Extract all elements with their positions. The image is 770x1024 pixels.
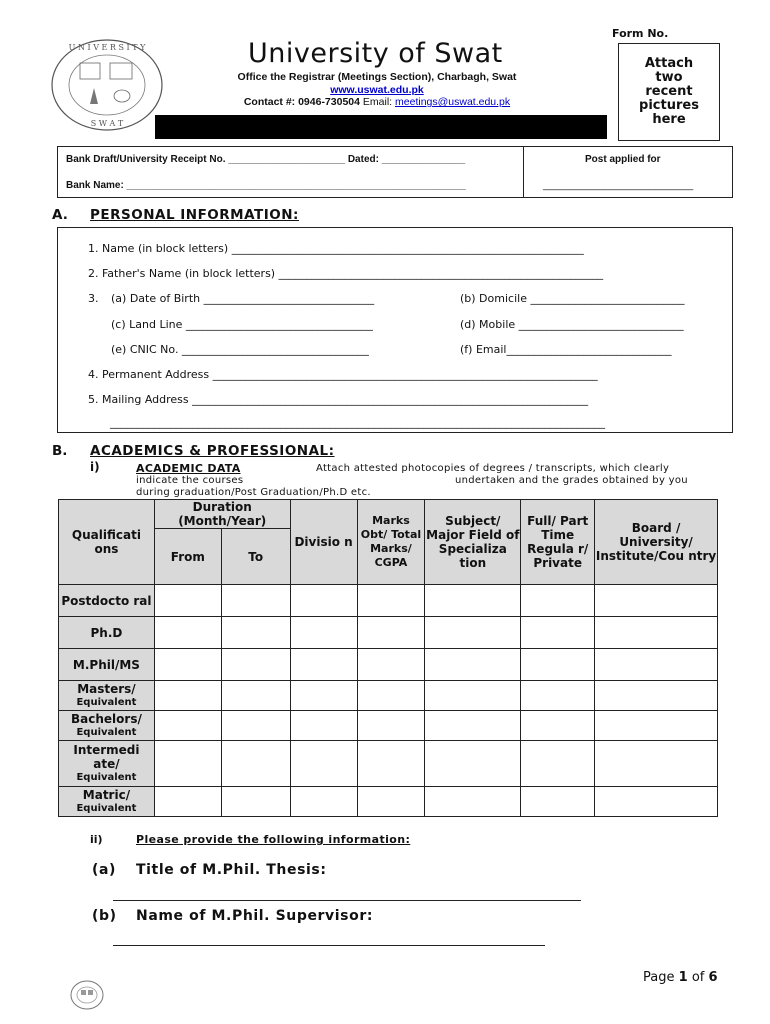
cell-input[interactable] [425, 585, 521, 617]
cell-input[interactable] [290, 787, 357, 817]
cell-input[interactable] [595, 585, 718, 617]
cell-input[interactable] [357, 617, 425, 649]
table-row [59, 649, 718, 681]
cell-input[interactable] [154, 649, 221, 681]
supervisor-field[interactable] [113, 945, 545, 946]
email-field[interactable]: (f) Email______________________________ [460, 343, 672, 356]
cell-input[interactable] [357, 787, 425, 817]
attach-note-line-2a: indicate the courses [136, 475, 244, 486]
form-number-label: Form No. [612, 27, 669, 40]
cell-input[interactable] [595, 787, 718, 817]
photo-box [618, 43, 720, 141]
cell-input[interactable] [357, 741, 425, 787]
cell-input[interactable] [221, 617, 290, 649]
row-label-masters [59, 681, 155, 711]
table-row [59, 617, 718, 649]
cell-input[interactable] [425, 617, 521, 649]
land-line-field[interactable]: (c) Land Line __________________________________ [111, 318, 373, 331]
mailing-address-line-2[interactable]: __________________________________________________________________________________________ [110, 416, 605, 429]
header-from: From [154, 529, 221, 585]
receipt-field[interactable]: Bank Draft/University Receipt No. _____________________ Dated: _______________ [66, 154, 466, 165]
row-label-text: Matric/ [82, 787, 131, 802]
cnic-field[interactable]: (e) CNIC No. __________________________________ [111, 343, 369, 356]
cell-input[interactable] [425, 681, 521, 711]
cell-input[interactable] [221, 741, 290, 787]
cell-input[interactable] [290, 649, 357, 681]
email-link[interactable]: meetings@uswat.edu.pk [395, 96, 511, 108]
academic-data-label: ACADEMIC DATA [136, 462, 241, 475]
item-3-number: 3. [88, 292, 99, 305]
svg-text:U N I V E R S I T Y: U N I V E R S I T Y [68, 43, 146, 52]
cell-input[interactable] [290, 617, 357, 649]
cell-input[interactable] [595, 681, 718, 711]
attach-note-line-3: during graduation/Post Graduation/Ph.D etc. [136, 487, 371, 498]
cell-input[interactable] [221, 681, 290, 711]
photo-box-line: two [655, 70, 683, 85]
row-label-text: Bachelors/ [71, 711, 142, 726]
subsection-i-label: i) [90, 460, 100, 474]
page-number [643, 970, 718, 985]
personal-info-box [57, 227, 733, 433]
cell-input[interactable] [521, 787, 595, 817]
cell-input[interactable] [154, 741, 221, 787]
header-black-bar [155, 115, 607, 139]
university-seal-logo [50, 38, 164, 132]
cell-input[interactable] [221, 585, 290, 617]
cell-input[interactable] [154, 585, 221, 617]
cell-input[interactable] [221, 649, 290, 681]
cell-input[interactable] [521, 649, 595, 681]
university-title: University of Swat [248, 38, 503, 69]
row-label-equivalent: Equivalent [76, 696, 137, 708]
name-field[interactable]: 1. Name (in block letters) ________________________________________________________________ [88, 242, 584, 255]
header-full-part-time: Full/ Part Time Regula r/ Private [521, 500, 595, 585]
header-qualifications: Qualificati ons [59, 500, 155, 585]
cell-input[interactable] [290, 711, 357, 741]
cell-input[interactable] [154, 617, 221, 649]
attach-note-line-2b: undertaken and the grades obtained by you [455, 475, 688, 486]
question-a-label: (a) [92, 862, 117, 878]
thesis-title-label: Title of M.Phil. Thesis: [136, 862, 327, 878]
mobile-field[interactable]: (d) Mobile ______________________________ [460, 318, 684, 331]
cell-input[interactable] [521, 741, 595, 787]
cell-input[interactable] [425, 741, 521, 787]
row-label-text: Masters/ [77, 681, 136, 696]
subsection-ii-label: ii) [90, 833, 103, 846]
academic-data-table [58, 499, 718, 817]
post-applied-field[interactable]: ___________________________ [543, 180, 694, 191]
table-row [59, 741, 718, 787]
page-of: of [691, 970, 705, 985]
row-label-bachelors [59, 711, 155, 741]
cell-input[interactable] [595, 617, 718, 649]
photo-box-line: Attach [644, 56, 694, 71]
cell-input[interactable] [521, 681, 595, 711]
header-subject: Subject/ Major Field of Specializa tion [425, 500, 521, 585]
bank-box-divider [523, 147, 524, 197]
photo-box-line: here [652, 112, 686, 127]
cell-input[interactable] [290, 741, 357, 787]
permanent-address-field[interactable]: 4. Permanent Address ______________________________________________________________________ [88, 368, 598, 381]
current-page: 1 [678, 970, 688, 985]
cell-input[interactable] [425, 787, 521, 817]
cell-input[interactable] [425, 711, 521, 741]
provide-info-heading: Please provide the following information: [136, 833, 411, 846]
date-of-birth-field[interactable]: (a) Date of Birth _______________________________ [111, 292, 375, 305]
cell-input[interactable] [154, 711, 221, 741]
cell-input[interactable] [154, 681, 221, 711]
cell-input[interactable] [290, 585, 357, 617]
table-row [59, 681, 718, 711]
row-label-equivalent: Equivalent [76, 802, 137, 814]
cell-input[interactable] [425, 649, 521, 681]
section-b-letter: B. [52, 443, 68, 459]
row-label-intermediate [59, 741, 155, 787]
cell-input[interactable] [357, 649, 425, 681]
section-a-letter: A. [52, 207, 68, 223]
header-board: Board / University/ Institute/Cou ntry [595, 500, 718, 585]
cell-input[interactable] [221, 711, 290, 741]
thesis-title-field[interactable] [113, 900, 581, 901]
cell-input[interactable] [221, 787, 290, 817]
website-link[interactable]: www.uswat.edu.pk [330, 84, 424, 96]
contact-phone: Contact #: 0946-730504 [243, 96, 360, 108]
page-prefix: Page [643, 970, 675, 985]
header-marks: Marks Obt/ Total Marks/ CGPA [357, 500, 425, 585]
domicile-field[interactable]: (b) Domicile ____________________________ [460, 292, 685, 305]
total-pages: 6 [708, 970, 718, 985]
mailing-address-field[interactable]: 5. Mailing Address ________________________________________________________________________ [88, 393, 589, 406]
header-division: Divisio n [290, 500, 357, 585]
row-label-matric [59, 787, 155, 817]
post-applied-label: Post applied for [585, 154, 661, 165]
question-b-label: (b) [92, 908, 117, 924]
cell-input[interactable] [357, 681, 425, 711]
cell-input[interactable] [290, 681, 357, 711]
cell-input[interactable] [357, 711, 425, 741]
cell-input[interactable] [521, 585, 595, 617]
section-a-title: PERSONAL INFORMATION: [90, 207, 299, 223]
office-address: Office the Registrar (Meetings Section), Charbagh, Swat [237, 71, 517, 83]
table-row [59, 787, 718, 817]
table-row [59, 711, 718, 741]
email-label: Email: [362, 96, 393, 108]
father-name-field[interactable]: 2. Father's Name (in block letters) ___________________________________________________________ [88, 267, 604, 280]
bank-details-box [57, 146, 733, 198]
cell-input[interactable] [357, 585, 425, 617]
cell-input[interactable] [595, 711, 718, 741]
row-label-postdoctoral: Postdocto ral [59, 585, 155, 617]
row-label-equivalent: Equivalent [76, 771, 137, 783]
attach-note-line-1: Attach attested photocopies of degrees / transcripts, which clearly [316, 463, 670, 474]
header-duration: Duration (Month/Year) [154, 500, 290, 529]
cell-input[interactable] [595, 649, 718, 681]
cell-input[interactable] [521, 617, 595, 649]
cell-input[interactable] [154, 787, 221, 817]
section-b-title: ACADEMICS & PROFESSIONAL: [90, 443, 335, 459]
contact-line [197, 96, 557, 108]
row-label-phd: Ph.D [59, 617, 155, 649]
cell-input[interactable] [521, 711, 595, 741]
cell-input[interactable] [595, 741, 718, 787]
header-to: To [221, 529, 290, 585]
photo-box-line: pictures [639, 98, 699, 113]
row-label-text: Intermedi ate/ [73, 742, 140, 771]
table-row [59, 585, 718, 617]
row-label-mphil: M.Phil/MS [59, 649, 155, 681]
supervisor-label: Name of M.Phil. Supervisor: [136, 908, 374, 924]
bank-name-field[interactable]: Bank Name: _____________________________________________________________ [66, 180, 466, 191]
footer-seal-logo [70, 980, 104, 1010]
row-label-equivalent: Equivalent [76, 726, 137, 738]
photo-box-line: recent [645, 84, 693, 99]
svg-text:S W A T: S W A T [90, 119, 124, 128]
